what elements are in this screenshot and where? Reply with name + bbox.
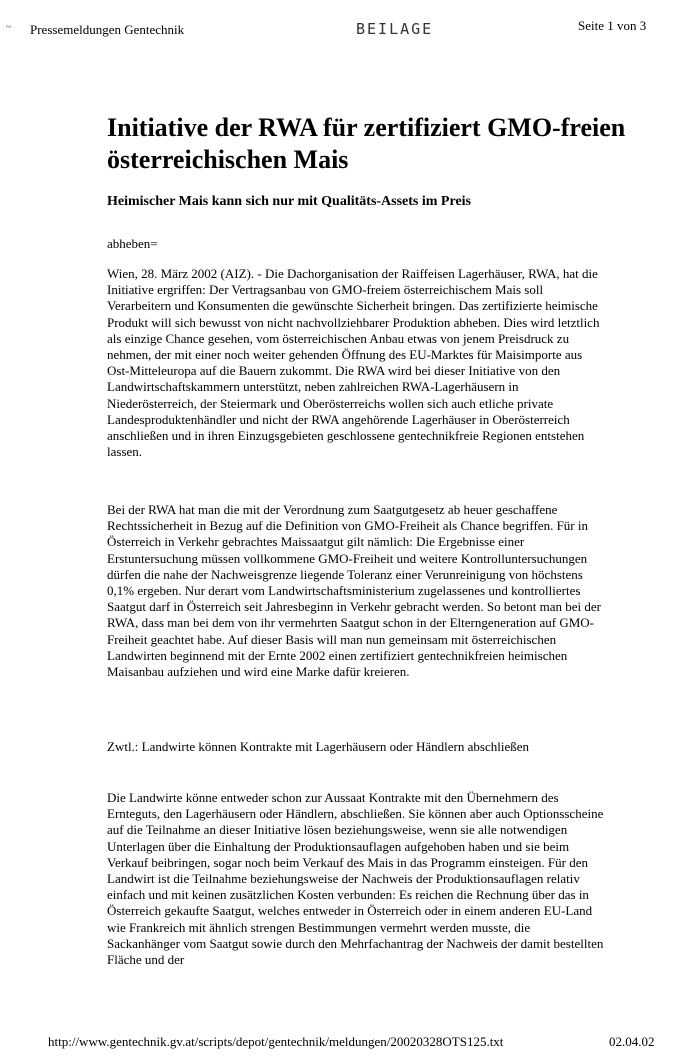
scan-artifact: ~ (6, 22, 12, 33)
article-subtitle: Heimischer Mais kann sich nur mit Qualitäts-Assets im Preis (107, 194, 471, 209)
article-title: Initiative der RWA für zertifiziert GMO-freien österreichischen Mais (107, 113, 626, 174)
subtitle-continuation: abheben= (107, 236, 158, 251)
stamp-mark: BEILAGE (356, 20, 434, 38)
paragraph-1: Wien, 28. März 2002 (AIZ). - Die Dachorganisation der Raiffeisen Lagerhäuser, RWA, hat die Initiative ergriffen: Der Vertragsanbau von GMO-freiem österreichischem Mais soll Verarbeitern und Konsumenten die gewünschte Sicherheit bringen. Das zertifizierte heimische Produkt will sich bewusst von nicht nachvollziehbarer Produktion abheben. Dies wird letztlich als einzige Chance gesehen, vom österreichischen Anbau etwas von jenem Preisdruck zu nehmen, der mit einer noch weiter gehenden Öffnung des EU-Marktes für Maisimporte aus Ost-Mitteleuropa auf die Bauern zukommt. Die RWA wird bei dieser Initiative von den Landwirtschaftskammern unterstützt, neben zahlreichen RWA-Lagerhäusern in Niederösterreich, der Steiermark und Oberösterreichs wollen sich auch etliche private Landesproduktenhändler und nicht der RWA angehörende Lagerhäuser in Oberösterreich anschließen und in ihren Einzugsgebieten geschlossene gentechnikfreie Regionen entstehen lassen. (107, 266, 600, 460)
intertitle: Zwtl.: Landwirte können Kontrakte mit Lagerhäusern oder Händlern abschließen (107, 739, 529, 754)
source-url: http://www.gentechnik.gv.at/scripts/depot/gentechnik/meldungen/20020328OTS125.txt (48, 1034, 504, 1049)
paragraph-3: Die Landwirte könne entweder schon zur Aussaat Kontrakte mit den Übernehmern des Ernteguts, den Lagerhäusern oder Händlern, abschließen. Sie können aber auch Optionsscheine auf die Teilnahme an dieser Initiative lösen beziehungsweise, wenn sie alle notwendigen Unterlagen über die Einhaltung der Produktionsauflagen aufgehoben haben und sie beim Verkauf beibringen, sogar noch beim Verkauf des Mais in das Programm einsteigen. Für den Landwirt ist die Teilnahme beziehungsweise der Nachweis der Produktionsauflagen relativ einfach und mit keinen zusätzlichen Kosten verbunden: Es reichen die Rechnung über das in Österreich gekaufte Saatgut, welches entweder in Österreich oder in einem anderen EU-Land wie Frankreich mit ähnlich strengen Bestimmungen vermehrt werden musste, die Sackanhänger vom Saatgut sowie durch den Mehrfachantrag der Nachweis der damit bestellten Fläche und der (107, 790, 604, 968)
page-counter: Seite 1 von 3 (578, 18, 647, 33)
header-section-label: Pressemeldungen Gentechnik (30, 22, 185, 37)
print-date: 02.04.02 (609, 1034, 655, 1049)
paragraph-2: Bei der RWA hat man die mit der Verordnung zum Saatgutgesetz ab heuer geschaffene Rechtssicherheit in Bezug auf die Definition von GMO-Freiheit als Chance begriffen. Für in Österreich in Verkehr gebrachtes Maissaatgut gilt nämlich: Die Ergebnisse einer Erstuntersuchung müssen vollkommene GMO-Freiheit und weitere Kontrolluntersuchungen dürfen die nahe der Nachweisgrenze liegende Toleranz einer Verunreinigung von höchstens 0,1% ergeben. Nur derart vom Landwirtschaftsministerium zugelassenes und kontrolliertes Saatgut darf in Österreich seit Jahresbeginn in Verkehr gebracht werden. So betont man bei der RWA, dass man bei dem von ihr vermehrten Saatgut schon in der Elterngeneration auf GMO-Freiheit geachtet habe. Auf dieser Basis will man nun gemeinsam mit österreichischen Landwirten beginnend mit der Ernte 2002 einen zertifiziert gentechnikfreien heimischen Maisanbau aufziehen und wird eine Marke dafür kreieren. (107, 502, 601, 680)
